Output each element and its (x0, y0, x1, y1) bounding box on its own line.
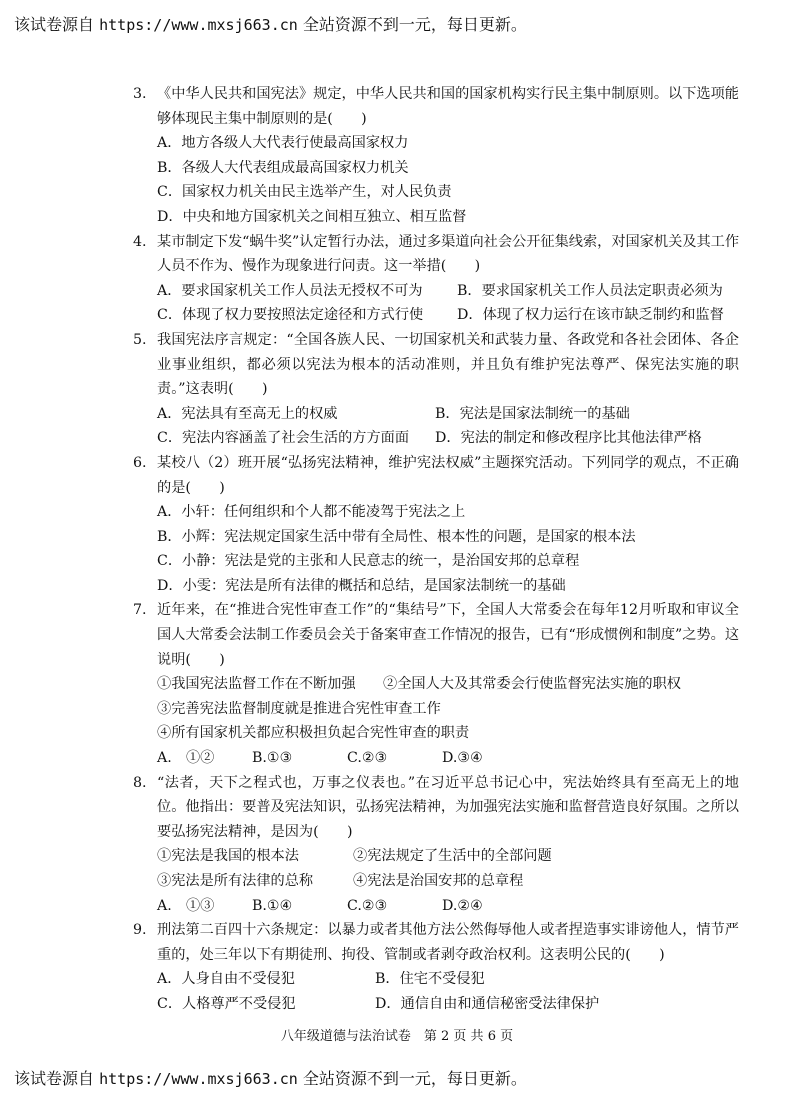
question-8 (133, 771, 739, 919)
option-d: D．小雯：宪法是所有法律的概括和总结，是国家法制统一的基础 (157, 577, 566, 594)
question-stem: 某市制定下发“蜗牛奖”认定暂行办法，通过多渠道向社会公开征集线索，对国家机关及其工作人员不作为、慢作为现象进行问责。这一举措( ) (157, 233, 740, 275)
option-a: A. ①③ (157, 897, 215, 914)
option-c: C．体现了权力要按照法定途径和方式行使 (157, 307, 424, 324)
banner-source-text: 该试卷源自 (14, 15, 95, 34)
statement-row (157, 672, 739, 697)
options-row (157, 303, 739, 328)
option-a: A. ①② (157, 750, 215, 767)
question-5 (133, 328, 739, 451)
option-c: C．宪法内容涵盖了社会生活的方方面面 (157, 430, 410, 447)
statement-3: ③宪法是所有法律的总称 (157, 873, 314, 889)
option-d: D．通信自由和通信秘密受法律保护 (375, 995, 600, 1012)
statement-2: ②全国人大及其常委会行使监督宪法实施的职权 (383, 676, 681, 693)
statement-row (157, 869, 739, 894)
options-row (157, 992, 739, 1017)
question-9 (133, 918, 739, 1016)
statement-row (157, 844, 739, 869)
banner-slogan: 全站资源不到一元，每日更新。 (302, 15, 527, 34)
question-stem: 某校八（2）班开展“弘扬宪法精神，维护宪法权威”主题探究活动。下列同学的观点，不正确的是( ) (157, 454, 739, 496)
options-row (157, 967, 739, 992)
statement-3: ③完善宪法监督制度就是推进合宪性审查工作 (157, 700, 441, 717)
statement-2: ②宪法规定了生活中的全部问题 (353, 848, 552, 865)
option-a: A．宪法具有至高无上的权威 (157, 405, 338, 422)
options-row (157, 279, 739, 304)
options-row (157, 894, 739, 919)
question-4 (133, 230, 739, 328)
question-number: 9. (133, 922, 147, 939)
option-b: B．各级人大代表组成最高国家权力机关 (157, 159, 409, 176)
statement-4: ④所有国家机关都应积极担负起合宪性审查的职责 (157, 725, 470, 742)
question-stem: 《中华人民共和国宪法》规定，中华人民共和国的国家机构实行民主集中制原则。以下选项能够体现民主集中制原则的是( ) (157, 86, 739, 127)
question-stem: “法者，天下之程式也，万事之仪表也。”在习近平总书记心中，宪法始终具有至高无上的地位。他指出：要普及宪法知识，弘扬宪法精神，为加强宪法实施和监督营造良好氛围。之所以要弘扬宪法精神，是因为( ) (157, 774, 739, 840)
option-b: B.①④ (252, 897, 293, 914)
question-stem: 刑法第二百四十六条规定：以暴力或者其他方法公然侮辱他人或者捏造事实诽谤他人，情节严重的，处三年以下有期徒刑、拘役、管制或者剥夺政治权利。这表明公民的( ) (157, 922, 739, 963)
question-number: 6. (133, 454, 147, 471)
exam-page-content (133, 82, 739, 1017)
option-a: A．人身自由不受侵犯 (157, 971, 295, 988)
question-7 (133, 598, 739, 770)
statement-1: ①宪法是我国的根本法 (157, 848, 299, 865)
banner-url-link[interactable]: https://www.mxsj663.cn (99, 16, 298, 34)
option-c: C．人格尊严不受侵犯 (157, 995, 296, 1012)
top-source-banner (14, 12, 527, 35)
option-a: A．地方各级人大代表行使最高国家权力 (157, 135, 409, 152)
option-c: C．国家权力机关由民主选举产生，对人民负责 (157, 184, 452, 201)
statement-4: ④宪法是治国安邦的总章程 (353, 873, 524, 889)
option-d: D.③④ (442, 750, 483, 767)
question-stem: 我国宪法序言规定：“全国各族人民、一切国家机关和武装力量、各政党和各社会团体、各企业事业组织，都必须以宪法为根本的活动准则，并且负有维护宪法尊严、保宪法实施的职责。”这表明( ) (157, 331, 739, 398)
options-row (157, 402, 739, 427)
option-b: B．小辉：宪法规定国家生活中带有全局性、根本性的问题，是国家的根本法 (157, 528, 636, 545)
banner-url-link[interactable]: https://www.mxsj663.cn (99, 1070, 298, 1088)
question-number: 8. (133, 774, 147, 791)
option-b: B.①③ (252, 750, 293, 767)
option-c: C.②③ (347, 750, 388, 767)
bottom-source-banner (14, 1066, 527, 1089)
question-number: 4. (133, 233, 147, 250)
option-b: B．要求国家机关工作人员法定职责必须为 (457, 282, 723, 299)
question-6 (133, 451, 739, 599)
option-c: C.②③ (347, 897, 388, 914)
option-d: D．宪法的制定和修改程序比其他法律严格 (435, 430, 702, 447)
question-number: 7. (133, 602, 147, 619)
option-d: D．体现了权力运行在该市缺乏制约和监督 (457, 307, 724, 324)
option-a: A．小轩：任何组织和个人都不能凌驾于宪法之上 (157, 504, 466, 521)
option-d: D．中央和地方国家机关之间相互独立、相互监督 (157, 208, 467, 225)
options-row (157, 426, 739, 451)
option-a: A．要求国家机关工作人员法无授权不可为 (157, 282, 423, 299)
question-stem: 近年来，在“推进合宪性审查工作”的“集结号”下，全国人大常委会在每年12月听取和审议全国人大常委会法制工作委员会关于备案审查工作情况的报告，已有“形成惯例和制度”之势。这说明( ) (157, 602, 740, 668)
banner-slogan: 全站资源不到一元，每日更新。 (302, 1069, 527, 1088)
option-c: C．小静：宪法是党的主张和人民意志的统一，是治国安邦的总章程 (157, 553, 580, 570)
banner-source-text: 该试卷源自 (14, 1069, 95, 1088)
question-3 (133, 82, 739, 230)
option-b: B．住宅不受侵犯 (375, 971, 485, 988)
option-b: B．宪法是国家法制统一的基础 (435, 405, 630, 422)
page-footer: 八年级道德与法治试卷 第 2 页 共 6 页 (280, 1029, 514, 1044)
options-row (157, 746, 739, 771)
question-number: 5. (133, 331, 147, 348)
option-d: D.②④ (442, 897, 483, 914)
question-number: 3. (133, 86, 147, 102)
statement-1: ①我国宪法监督工作在不断加强 (157, 676, 356, 693)
